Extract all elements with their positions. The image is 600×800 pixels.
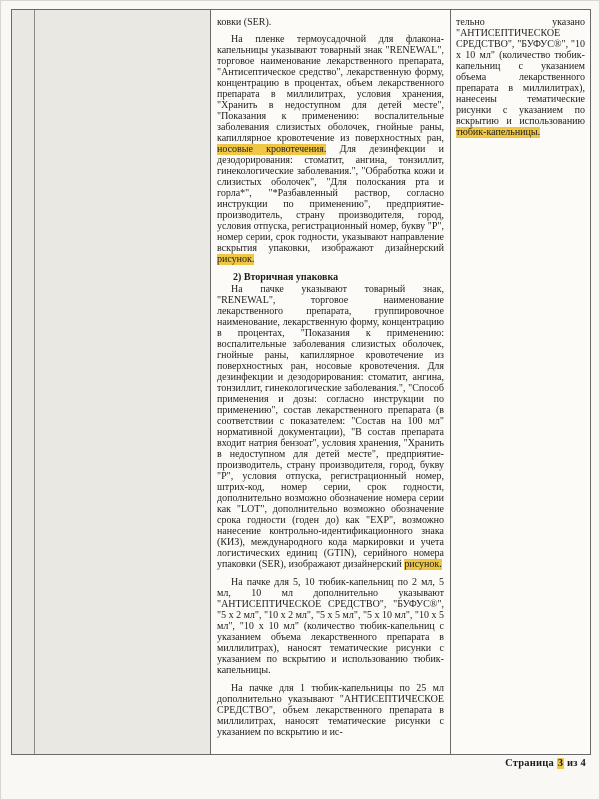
text-segment: Для дезинфекции и дезодорирования: стоматит, ангина, тонзиллит, гинекологические заболевания.", "Обработка кожи и слизистых оболочек", "Для полоскания рта и горла*", "*Разбавленный раствор, согласно инструкции по применению", предприятие-производитель, страну производителя, город, условия отпуска, регистрационный номер, букву "Р", номер серии, срок годности, указывают направление вскрытия упаковки, изображают дизайнерский [217,144,444,254]
highlighted-text: рисунок. [217,254,255,265]
paragraph-continuation-right [456,17,585,138]
highlighted-text: тюбик-капельницы. [456,127,541,138]
paragraph-shrink-film [217,34,444,265]
right-text-column [451,10,590,754]
section-heading-secondary-packaging: 2) Вторичная упаковка [233,272,339,283]
highlighted-text: рисунок. [404,559,442,570]
page-number-footer [505,758,586,769]
table-column-empty-narrow [12,10,35,754]
paragraph-carton-1-dropper: На пачке для 1 тюбик-капельницы по 25 мл дополнительно указывают "АНТИСЕПТИЧЕСКОЕ СРЕДСТВО", объем лекарственного препарата в миллилитрах, наносят тематические рисунки с указанием по вскрытию и ис- [217,683,444,738]
footer-suffix: из 4 [567,758,586,769]
footer-prefix: Страница [505,758,554,769]
text-segment: тельно указано "АНТИСЕПТИЧЕСКОЕ СРЕДСТВО", "БУФУС®", "10 х 10 мл" (количество тюбик-капельниц с указанием объема лекарственного препарата в миллилитрах), нанесены тематические рисунки с указанием по вскрытию и использованию [456,17,585,127]
highlighted-text: носовые кровотечения. [217,144,327,155]
table-column-empty [35,10,211,754]
paragraph-carton [217,284,444,570]
paragraph-carton-5-10-droppers: На пачке для 5, 10 тюбик-капельниц по 2 мл, 5 мл, 10 мл дополнительно указывают "АНТИСЕПТИЧЕСКОЕ СРЕДСТВО", "БУФУС®", "5 х 2 мл", "10 х 2 мл", "5 х 5 мл", "5 х 10 мл", "10 х 5 мл", "10 х 10 мл" (количество тюбик-капельниц с указанием объема лекарственного препарата в миллилитрах), наносят тематические рисунки с указанием по вскрытию и использованию тюбик-капельницы. [217,577,445,676]
paragraph-continuation [217,17,444,28]
middle-text-column [211,10,451,754]
text-segment: На пленке термоусадочной для флакона-капельницы указывают товарный знак "RENEWAL", торговое наименование лекарственного препарата, "Антисептическое средство", лекарственную форму, концентрацию в процентах, объем лекарственного препарата в миллилитрах, условия хранения, "Хранить в недоступном для детей месте", "Показания к применению: воспалительные заболевания слизистых оболочек, гнойные раны, капиллярное кровотечение из поверхностных ран, [217,34,444,144]
footer-page-number-highlighted: 3 [557,758,564,769]
text-segment: ковки (SER). [217,17,272,28]
document-table [11,9,591,755]
text-segment: На пачке указывают товарный знак, "RENEWAL", торговое наименование лекарственного препарата, группировочное наименование, лекарственную форму, концентрацию в процентах, "Показания к применению: воспалительные заболевания слизистых оболочек, гнойные раны, капиллярное кровотечение из поверхностных ран, носовые кровотечения. Для дезинфекции и дезодорирования: стоматит, ангина, тонзиллит, гинекологические заболевания.", "Способ применения и дозы: согласно инструкции по применению", состав лекарственного препарата (в соответствии с показателем: "Состав на 100 мл" нормативной документации), "В состав препарата входит натрия бензоат", условия хранения, "Хранить в недоступном для детей месте", предприятие-производитель, страну производителя, город, букву "Р", условия отпуска, регистрационный номер, штрих-код, номер серии, срок годности, дополнительно возможно обозначение номера серии как "LOT", дополнительно возможно обозначение срока годности (годен до) как "EXP", возможно нанесение контрольно-идентификационного знака (КИЗ), международного кода маркировки и учета логистических единиц (GTIN), серийного номера упаковки (SER), изображают дизайнерский [217,284,444,570]
